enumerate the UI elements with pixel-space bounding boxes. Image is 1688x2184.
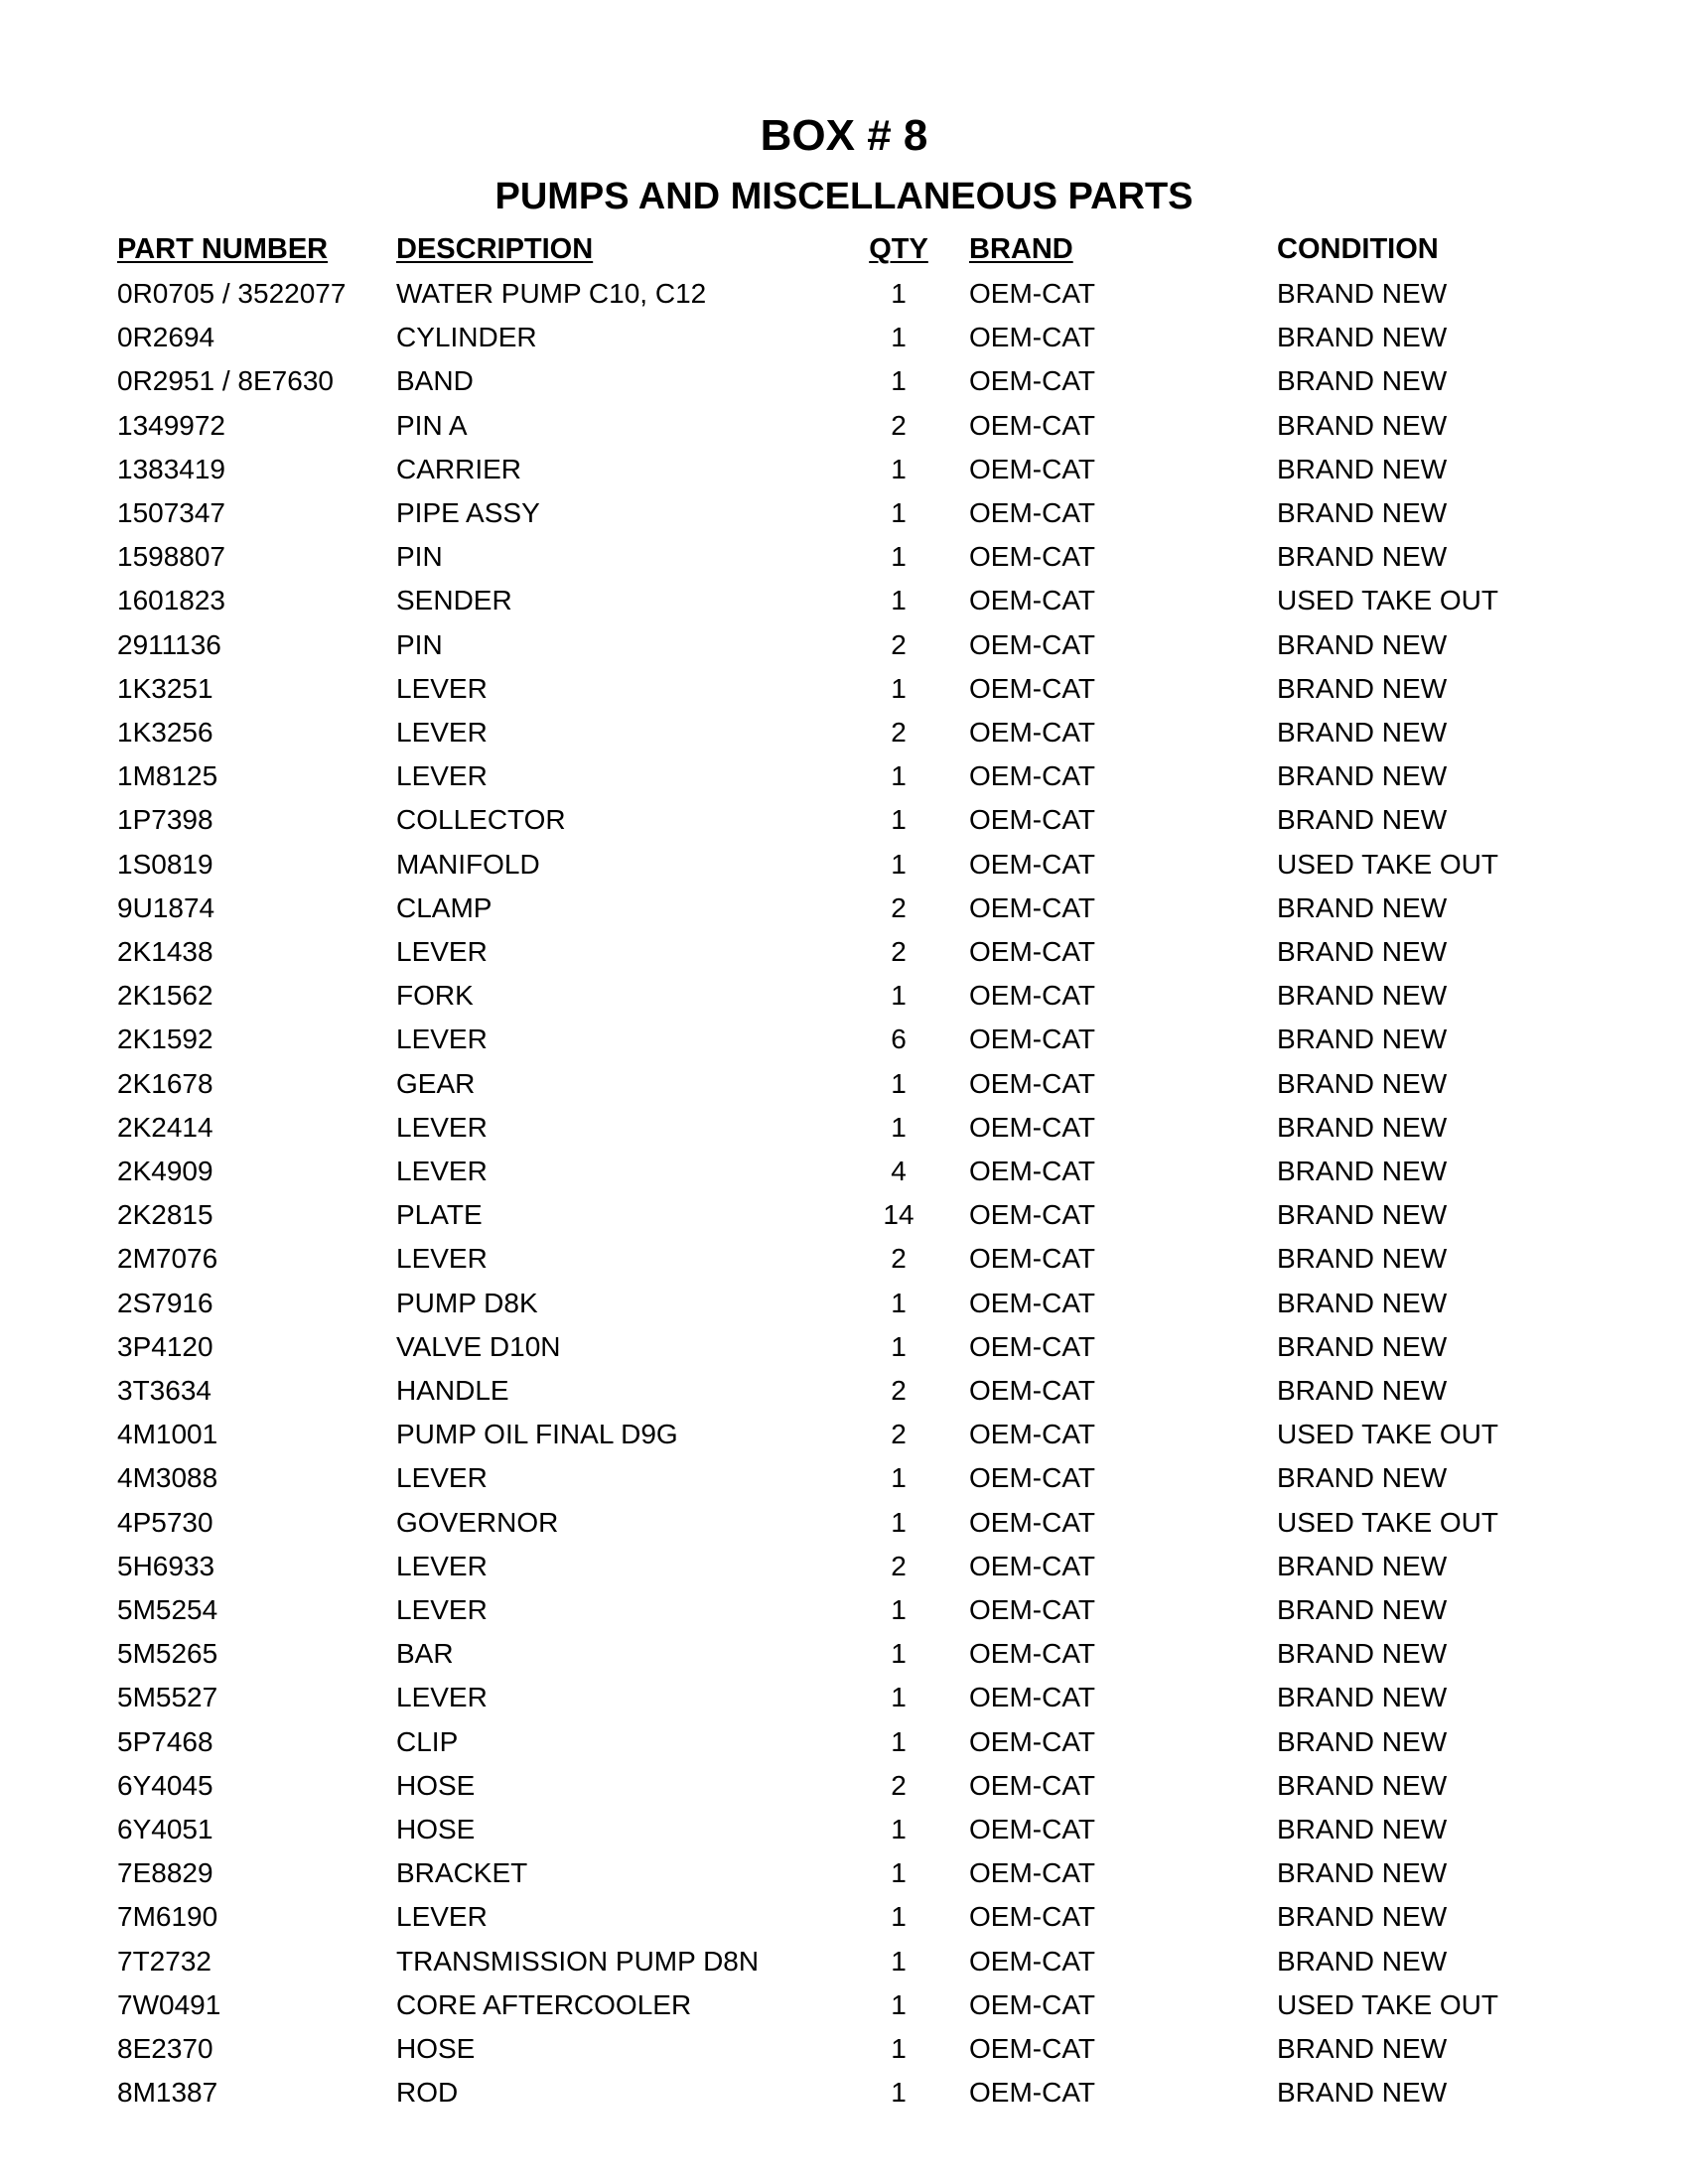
condition-cell: BRAND NEW xyxy=(1277,628,1448,660)
table-row xyxy=(0,1504,1688,1548)
table-row xyxy=(0,1109,1688,1153)
table-row xyxy=(0,977,1688,1021)
qty-cell: 1 xyxy=(891,322,907,353)
table-row xyxy=(0,1285,1688,1328)
description-cell: GEAR xyxy=(396,1067,476,1099)
qty-cell: 1 xyxy=(891,1814,907,1844)
qty-cell: 1 xyxy=(891,1857,907,1889)
part-number-cell: 1M8125 xyxy=(117,760,218,792)
table-row xyxy=(0,1416,1688,1459)
qty-cell: 6 xyxy=(891,1024,907,1055)
part-number-cell: 2K1562 xyxy=(117,980,213,1012)
part-number-cell: 4M1001 xyxy=(117,1419,218,1450)
description-cell: PLATE xyxy=(396,1199,483,1231)
part-number-cell: 6Y4051 xyxy=(117,1814,213,1844)
brand-cell: OEM-CAT xyxy=(969,1594,1096,1625)
description-cell: LEVER xyxy=(396,672,488,704)
qty-cell: 1 xyxy=(891,1067,907,1099)
condition-cell: BRAND NEW xyxy=(1277,1682,1448,1713)
table-row xyxy=(0,1679,1688,1722)
table-row xyxy=(0,1767,1688,1811)
brand-cell: OEM-CAT xyxy=(969,936,1096,967)
condition-cell: BRAND NEW xyxy=(1277,365,1448,397)
qty-cell: 1 xyxy=(891,585,907,616)
part-number-cell: 2K2414 xyxy=(117,1111,213,1143)
condition-cell: BRAND NEW xyxy=(1277,322,1448,353)
qty-cell: 1 xyxy=(891,1506,907,1538)
brand-cell: OEM-CAT xyxy=(969,365,1096,397)
qty-cell: 1 xyxy=(891,278,907,309)
condition-cell: BRAND NEW xyxy=(1277,1725,1448,1757)
description-cell: COLLECTOR xyxy=(396,804,566,836)
brand-cell: OEM-CAT xyxy=(969,1462,1096,1494)
description-cell: CLAMP xyxy=(396,891,492,923)
description-cell: GOVERNOR xyxy=(396,1506,559,1538)
part-number-cell: 4M3088 xyxy=(117,1462,218,1494)
table-row xyxy=(0,757,1688,801)
part-number-cell: 5M5254 xyxy=(117,1594,218,1625)
condition-cell: BRAND NEW xyxy=(1277,1024,1448,1055)
brand-cell: OEM-CAT xyxy=(969,848,1096,880)
description-cell: LEVER xyxy=(396,760,488,792)
qty-cell: 1 xyxy=(891,672,907,704)
qty-cell: 2 xyxy=(891,936,907,967)
brand-cell: OEM-CAT xyxy=(969,322,1096,353)
brand-cell: OEM-CAT xyxy=(969,541,1096,573)
brand-cell: OEM-CAT xyxy=(969,760,1096,792)
qty-cell: 2 xyxy=(891,1243,907,1275)
condition-cell: BRAND NEW xyxy=(1277,409,1448,441)
column-header-condition: CONDITION xyxy=(1277,233,1439,265)
condition-cell: BRAND NEW xyxy=(1277,760,1448,792)
table-row xyxy=(0,846,1688,889)
table-row xyxy=(0,362,1688,406)
table-row xyxy=(0,801,1688,845)
table-row xyxy=(0,407,1688,451)
brand-cell: OEM-CAT xyxy=(969,1769,1096,1801)
brand-cell: OEM-CAT xyxy=(969,1287,1096,1318)
brand-cell: OEM-CAT xyxy=(969,1111,1096,1143)
table-row xyxy=(0,1943,1688,1986)
description-cell: BRACKET xyxy=(396,1857,528,1889)
qty-cell: 2 xyxy=(891,409,907,441)
part-number-cell: 7E8829 xyxy=(117,1857,213,1889)
part-number-cell: 6Y4045 xyxy=(117,1769,213,1801)
qty-cell: 1 xyxy=(891,1682,907,1713)
part-number-cell: 7W0491 xyxy=(117,1988,221,2020)
part-number-cell: 1S0819 xyxy=(117,848,213,880)
condition-cell: BRAND NEW xyxy=(1277,1199,1448,1231)
table-row xyxy=(0,1372,1688,1416)
qty-cell: 1 xyxy=(891,2077,907,2109)
condition-cell: USED TAKE OUT xyxy=(1277,1419,1499,1450)
condition-cell: USED TAKE OUT xyxy=(1277,585,1499,616)
table-row xyxy=(0,1986,1688,2030)
brand-cell: OEM-CAT xyxy=(969,1024,1096,1055)
description-cell: PUMP OIL FINAL D9G xyxy=(396,1419,678,1450)
brand-cell: OEM-CAT xyxy=(969,453,1096,484)
brand-cell: OEM-CAT xyxy=(969,1330,1096,1362)
brand-cell: OEM-CAT xyxy=(969,2033,1096,2064)
qty-cell: 1 xyxy=(891,1287,907,1318)
part-number-cell: 2911136 xyxy=(117,628,221,660)
qty-cell: 1 xyxy=(891,1988,907,2020)
page-title: BOX # 8 xyxy=(760,111,928,160)
part-number-cell: 5P7468 xyxy=(117,1725,213,1757)
table-row xyxy=(0,582,1688,625)
part-number-cell: 1601823 xyxy=(117,585,226,616)
qty-cell: 1 xyxy=(891,1638,907,1670)
condition-cell: BRAND NEW xyxy=(1277,1067,1448,1099)
qty-cell: 14 xyxy=(883,1199,914,1231)
brand-cell: OEM-CAT xyxy=(969,1857,1096,1889)
condition-cell: BRAND NEW xyxy=(1277,1330,1448,1362)
brand-cell: OEM-CAT xyxy=(969,278,1096,309)
brand-cell: OEM-CAT xyxy=(969,717,1096,748)
description-cell: BAND xyxy=(396,365,474,397)
brand-cell: OEM-CAT xyxy=(969,1988,1096,2020)
part-number-cell: 0R0705 / 3522077 xyxy=(117,278,347,309)
table-row xyxy=(0,2030,1688,2074)
condition-cell: BRAND NEW xyxy=(1277,2033,1448,2064)
qty-cell: 1 xyxy=(891,1111,907,1143)
part-number-cell: 8M1387 xyxy=(117,2077,218,2109)
brand-cell: OEM-CAT xyxy=(969,585,1096,616)
table-row xyxy=(0,1065,1688,1109)
qty-cell: 2 xyxy=(891,1550,907,1581)
table-row xyxy=(0,2074,1688,2117)
brand-cell: OEM-CAT xyxy=(969,1638,1096,1670)
column-header-description: DESCRIPTION xyxy=(396,233,594,265)
qty-cell: 2 xyxy=(891,891,907,923)
description-cell: LEVER xyxy=(396,1901,488,1933)
description-cell: LEVER xyxy=(396,1243,488,1275)
part-number-cell: 9U1874 xyxy=(117,891,215,923)
table-row xyxy=(0,933,1688,977)
description-cell: PIN xyxy=(396,541,443,573)
part-number-cell: 2K1678 xyxy=(117,1067,213,1099)
brand-cell: OEM-CAT xyxy=(969,1375,1096,1406)
brand-cell: OEM-CAT xyxy=(969,1814,1096,1844)
part-number-cell: 2K1592 xyxy=(117,1024,213,1055)
description-cell: CORE AFTERCOOLER xyxy=(396,1988,692,2020)
brand-cell: OEM-CAT xyxy=(969,980,1096,1012)
description-cell: LEVER xyxy=(396,1550,488,1581)
brand-cell: OEM-CAT xyxy=(969,1243,1096,1275)
table-row xyxy=(0,1811,1688,1854)
description-cell: PIN xyxy=(396,628,443,660)
part-number-cell: 1K3251 xyxy=(117,672,213,704)
description-cell: LEVER xyxy=(396,717,488,748)
condition-cell: BRAND NEW xyxy=(1277,2077,1448,2109)
description-cell: CYLINDER xyxy=(396,322,537,353)
part-number-cell: 1507347 xyxy=(117,497,226,528)
table-row xyxy=(0,1548,1688,1591)
description-cell: LEVER xyxy=(396,936,488,967)
description-cell: WATER PUMP C10, C12 xyxy=(396,278,707,309)
condition-cell: BRAND NEW xyxy=(1277,541,1448,573)
brand-cell: OEM-CAT xyxy=(969,1682,1096,1713)
table-row xyxy=(0,1723,1688,1767)
qty-cell: 2 xyxy=(891,717,907,748)
condition-cell: BRAND NEW xyxy=(1277,1769,1448,1801)
condition-cell: USED TAKE OUT xyxy=(1277,1988,1499,2020)
condition-cell: BRAND NEW xyxy=(1277,1550,1448,1581)
brand-cell: OEM-CAT xyxy=(969,1156,1096,1186)
qty-cell: 1 xyxy=(891,365,907,397)
description-cell: PUMP D8K xyxy=(396,1287,538,1318)
condition-cell: BRAND NEW xyxy=(1277,1857,1448,1889)
brand-cell: OEM-CAT xyxy=(969,1945,1096,1977)
description-cell: LEVER xyxy=(396,1156,488,1186)
table-row xyxy=(0,626,1688,670)
description-cell: LEVER xyxy=(396,1682,488,1713)
qty-cell: 1 xyxy=(891,760,907,792)
part-number-cell: 5M5527 xyxy=(117,1682,218,1713)
table-row xyxy=(0,1635,1688,1679)
table-row xyxy=(0,451,1688,494)
table-row xyxy=(0,538,1688,582)
table-row xyxy=(0,714,1688,757)
condition-cell: BRAND NEW xyxy=(1277,1594,1448,1625)
table-row xyxy=(0,1854,1688,1898)
table-row xyxy=(0,275,1688,319)
description-cell: LEVER xyxy=(396,1024,488,1055)
condition-cell: BRAND NEW xyxy=(1277,453,1448,484)
description-cell: HOSE xyxy=(396,2033,476,2064)
condition-cell: BRAND NEW xyxy=(1277,1287,1448,1318)
qty-cell: 1 xyxy=(891,1901,907,1933)
description-cell: CLIP xyxy=(396,1725,459,1757)
description-cell: TRANSMISSION PUMP D8N xyxy=(396,1945,760,1977)
part-number-cell: 2K4909 xyxy=(117,1156,213,1186)
description-cell: CARRIER xyxy=(396,453,522,484)
qty-cell: 1 xyxy=(891,453,907,484)
qty-cell: 2 xyxy=(891,1769,907,1801)
column-header-part-number: PART NUMBER xyxy=(117,233,329,265)
table-row xyxy=(0,494,1688,538)
part-number-cell: 8E2370 xyxy=(117,2033,213,2064)
description-cell: MANIFOLD xyxy=(396,848,540,880)
part-number-cell: 1P7398 xyxy=(117,804,213,836)
brand-cell: OEM-CAT xyxy=(969,409,1096,441)
description-cell: HOSE xyxy=(396,1769,476,1801)
part-number-cell: 1K3256 xyxy=(117,717,213,748)
table-row xyxy=(0,319,1688,362)
part-number-cell: 7M6190 xyxy=(117,1901,218,1933)
description-cell: FORK xyxy=(396,980,474,1012)
table-row xyxy=(0,1240,1688,1284)
description-cell: PIPE ASSY xyxy=(396,497,540,528)
part-number-cell: 3P4120 xyxy=(117,1330,213,1362)
part-number-cell: 0R2694 xyxy=(117,322,215,353)
condition-cell: BRAND NEW xyxy=(1277,717,1448,748)
part-number-cell: 5M5265 xyxy=(117,1638,218,1670)
table-row xyxy=(0,1021,1688,1064)
condition-cell: BRAND NEW xyxy=(1277,497,1448,528)
qty-cell: 2 xyxy=(891,628,907,660)
description-cell: LEVER xyxy=(396,1111,488,1143)
condition-cell: BRAND NEW xyxy=(1277,891,1448,923)
table-row xyxy=(0,670,1688,714)
part-number-cell: 1383419 xyxy=(117,453,226,484)
brand-cell: OEM-CAT xyxy=(969,804,1096,836)
condition-cell: USED TAKE OUT xyxy=(1277,848,1499,880)
condition-cell: BRAND NEW xyxy=(1277,1945,1448,1977)
description-cell: LEVER xyxy=(396,1462,488,1494)
qty-cell: 2 xyxy=(891,1419,907,1450)
description-cell: SENDER xyxy=(396,585,512,616)
table-row xyxy=(0,1591,1688,1635)
condition-cell: BRAND NEW xyxy=(1277,1375,1448,1406)
qty-cell: 1 xyxy=(891,1725,907,1757)
brand-cell: OEM-CAT xyxy=(969,1725,1096,1757)
part-number-cell: 1349972 xyxy=(117,409,226,441)
part-number-cell: 3T3634 xyxy=(117,1375,211,1406)
condition-cell: BRAND NEW xyxy=(1277,1638,1448,1670)
qty-cell: 1 xyxy=(891,1330,907,1362)
part-number-cell: 2K1438 xyxy=(117,936,213,967)
description-cell: HOSE xyxy=(396,1814,476,1844)
brand-cell: OEM-CAT xyxy=(969,891,1096,923)
description-cell: BAR xyxy=(396,1638,454,1670)
condition-cell: BRAND NEW xyxy=(1277,1111,1448,1143)
page-subtitle: PUMPS AND MISCELLANEOUS PARTS xyxy=(494,176,1194,217)
brand-cell: OEM-CAT xyxy=(969,672,1096,704)
table-row xyxy=(0,1898,1688,1942)
qty-cell: 1 xyxy=(891,541,907,573)
qty-cell: 1 xyxy=(891,1462,907,1494)
brand-cell: OEM-CAT xyxy=(969,1067,1096,1099)
qty-cell: 1 xyxy=(891,1594,907,1625)
description-cell: VALVE D10N xyxy=(396,1330,561,1362)
condition-cell: BRAND NEW xyxy=(1277,980,1448,1012)
qty-cell: 1 xyxy=(891,848,907,880)
brand-cell: OEM-CAT xyxy=(969,1901,1096,1933)
brand-cell: OEM-CAT xyxy=(969,628,1096,660)
table-header xyxy=(0,230,1688,274)
table-row xyxy=(0,1459,1688,1503)
qty-cell: 1 xyxy=(891,804,907,836)
condition-cell: BRAND NEW xyxy=(1277,804,1448,836)
condition-cell: BRAND NEW xyxy=(1277,936,1448,967)
description-cell: LEVER xyxy=(396,1594,488,1625)
part-number-cell: 7T2732 xyxy=(117,1945,211,1977)
description-cell: PIN A xyxy=(396,409,468,441)
table-row xyxy=(0,1196,1688,1240)
description-cell: ROD xyxy=(396,2077,459,2109)
column-header-qty: QTY xyxy=(869,233,928,265)
qty-cell: 4 xyxy=(891,1156,907,1186)
condition-cell: BRAND NEW xyxy=(1277,1243,1448,1275)
condition-cell: USED TAKE OUT xyxy=(1277,1506,1499,1538)
condition-cell: BRAND NEW xyxy=(1277,1462,1448,1494)
brand-cell: OEM-CAT xyxy=(969,1199,1096,1231)
table-row xyxy=(0,1153,1688,1196)
brand-cell: OEM-CAT xyxy=(969,2077,1096,2109)
condition-cell: BRAND NEW xyxy=(1277,1814,1448,1844)
qty-cell: 2 xyxy=(891,1375,907,1406)
qty-cell: 1 xyxy=(891,2033,907,2064)
condition-cell: BRAND NEW xyxy=(1277,1156,1448,1186)
brand-cell: OEM-CAT xyxy=(969,1506,1096,1538)
part-number-cell: 2K2815 xyxy=(117,1199,213,1231)
part-number-cell: 2M7076 xyxy=(117,1243,218,1275)
column-header-brand: BRAND xyxy=(969,233,1073,265)
qty-cell: 1 xyxy=(891,980,907,1012)
part-number-cell: 5H6933 xyxy=(117,1550,215,1581)
condition-cell: BRAND NEW xyxy=(1277,672,1448,704)
brand-cell: OEM-CAT xyxy=(969,1419,1096,1450)
condition-cell: BRAND NEW xyxy=(1277,278,1448,309)
qty-cell: 1 xyxy=(891,497,907,528)
brand-cell: OEM-CAT xyxy=(969,497,1096,528)
condition-cell: BRAND NEW xyxy=(1277,1901,1448,1933)
qty-cell: 1 xyxy=(891,1945,907,1977)
table-row xyxy=(0,1328,1688,1372)
table-row xyxy=(0,889,1688,933)
part-number-cell: 0R2951 / 8E7630 xyxy=(117,365,334,397)
brand-cell: OEM-CAT xyxy=(969,1550,1096,1581)
description-cell: HANDLE xyxy=(396,1375,509,1406)
part-number-cell: 2S7916 xyxy=(117,1287,213,1318)
part-number-cell: 4P5730 xyxy=(117,1506,213,1538)
part-number-cell: 1598807 xyxy=(117,541,226,573)
